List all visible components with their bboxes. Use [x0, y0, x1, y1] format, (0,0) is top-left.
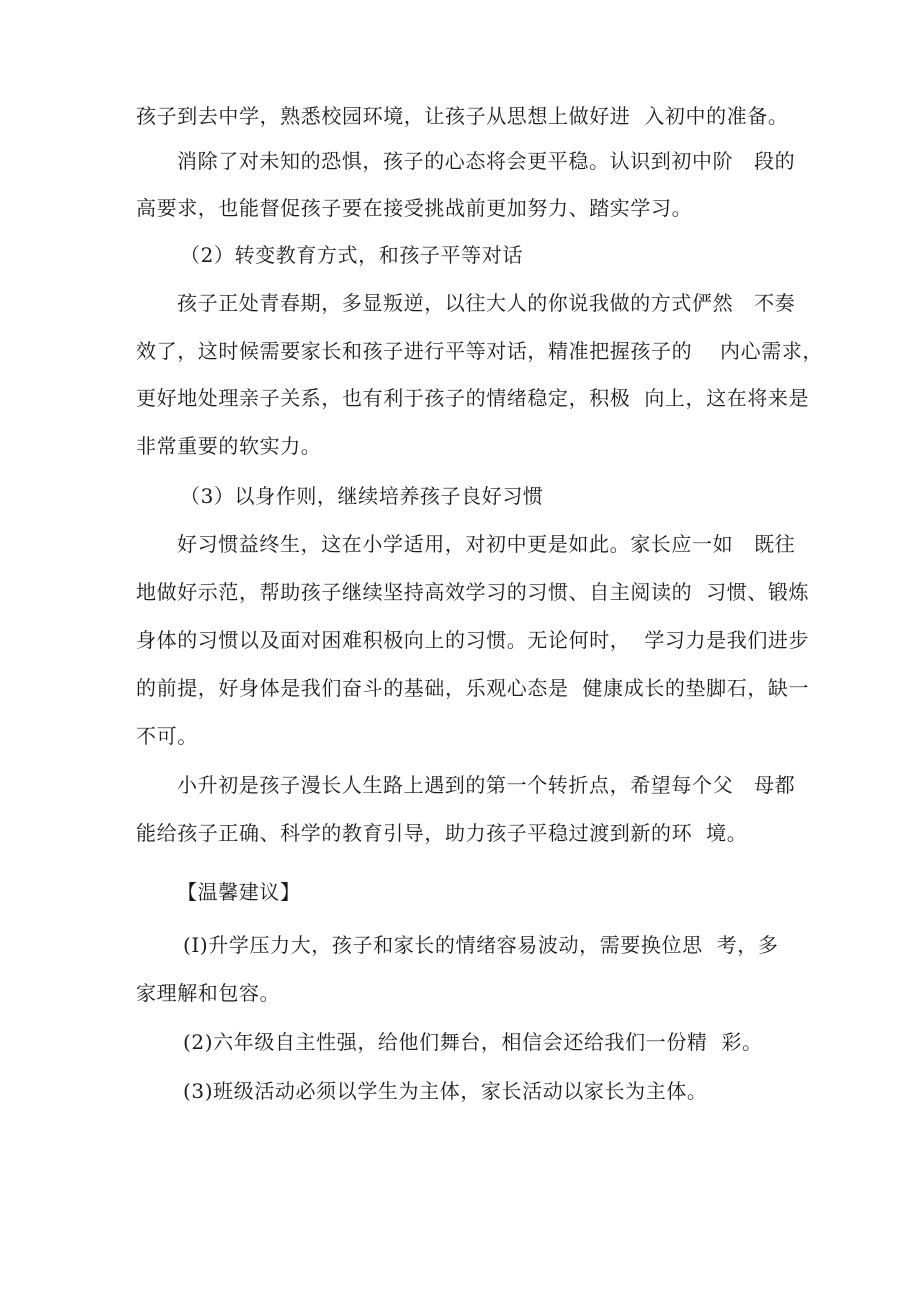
paragraph-line: (3)班级活动必须以学生为主体，家长活动以家长为主体。 [183, 1079, 708, 1103]
paragraph-line: 的前提，好身体是我们奋斗的基础，乐观心态是 健康成长的垫脚石，缺一 [136, 676, 810, 700]
paragraph-line: 家理解和包容。 [136, 981, 281, 1005]
paragraph-line: (I)升学压力大，孩子和家长的情绪容易波动，需要换位思 考，多 [183, 933, 779, 957]
section-heading: 【温馨建议】 [177, 880, 301, 904]
paragraph-line: 地做好示范，帮助孩子继续坚持高效学习的习惯、自主阅读的 习惯、锻炼 [136, 580, 810, 604]
paragraph-line: 不可。 [136, 724, 198, 748]
paragraph-line: 能给孩子正确、科学的教育引导，助力孩子平稳过渡到新的环 境。 [136, 821, 748, 845]
paragraph-line: 身体的习惯以及面对困难积极向上的习惯。无论何时， 学习力是我们进步 [136, 628, 810, 652]
paragraph-line: 效了，这时候需要家长和孩子进行平等对话，精准把握孩子的 内心需求， [136, 339, 824, 363]
section-heading: （3）以身作则，继续培养孩子良好习惯 [180, 484, 544, 508]
paragraph-line: 消除了对未知的恐惧，孩子的心态将会更平稳。认识到初中阶 段的 [177, 149, 796, 173]
paragraph-line: 小升初是孩子漫长人生路上遇到的第一个转折点，希望每个父 母都 [177, 773, 796, 797]
section-heading: （2）转变教育方式，和孩子平等对话 [180, 243, 523, 267]
paragraph-line: 孩子到去中学，熟悉校园环境，让孩子从思想上做好进 入初中的准备。 [136, 104, 789, 128]
paragraph-line: (2)六年级自主性强，给他们舞台，相信会还给我们一份精 彩。 [183, 1030, 763, 1054]
paragraph-line: 好习惯益终生，这在小学适用，对初中更是如此。家长应一如 既往 [177, 532, 796, 556]
paragraph-line: 孩子正处青春期，多显叛逆，以往大人的你说我做的方式俨然 不奏 [177, 291, 796, 315]
paragraph-line: 更好地处理亲子关系，也有利于孩子的情绪稳定，积极 向上，这在将来是 [136, 386, 810, 410]
paragraph-line: 非常重要的软实力。 [136, 434, 322, 458]
paragraph-line: 高要求，也能督促孩子要在接受挑战前更加努力、踏实学习。 [136, 196, 693, 220]
